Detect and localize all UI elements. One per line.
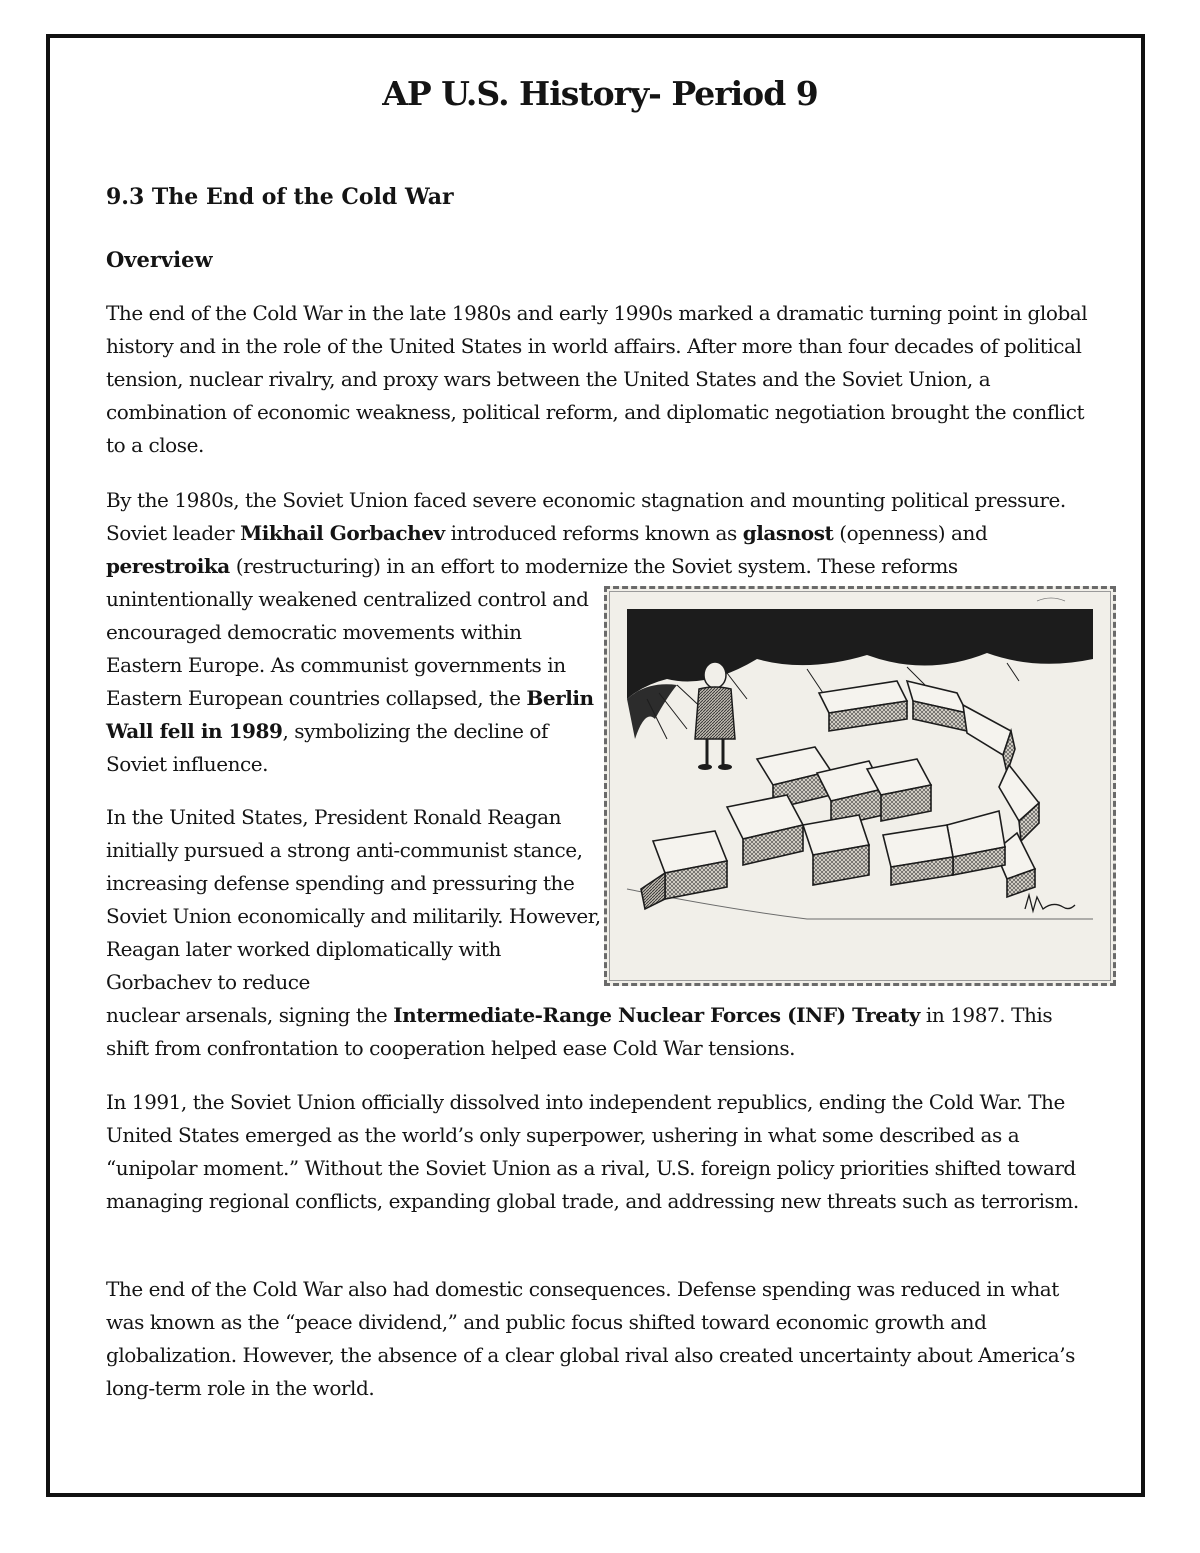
section-heading: 9.3 The End of the Cold War: [106, 184, 454, 210]
text-run: introduced reforms known as: [444, 521, 743, 545]
text-run: By the 1980s, the Soviet Union faced severe economic stagnation and mounting political pressure. Soviet leader: [106, 488, 1066, 545]
paragraph-overview: The end of the Cold War in the late 1980s and early 1990s marked a dramatic turning point in global history and in the role of the United States in world affairs. After more than four decades of political tension, nuclear rivalry, and proxy wars between the United States and the Soviet Union, a combination of economic weakness, political reform, and diplomatic negotiation brought the conflict to a close.: [106, 301, 1088, 457]
wrapped-text: [106, 583, 601, 781]
text-run: (openness) and: [833, 521, 988, 545]
text-run: in 1987. This shift from confrontation to cooperation helped ease Cold War tensions.: [106, 1003, 1053, 1060]
cartoon-illustration: [607, 589, 1113, 983]
text-run: (restructuring) in an effort to modernize the Soviet system. These reforms: [229, 554, 958, 578]
term-glasnost: glasnost: [742, 521, 834, 545]
text-run: , symbolizing the decline of Soviet influence.: [106, 719, 548, 776]
term-gorbachev: Mikhail Gorbachev: [240, 521, 445, 545]
term-perestroika: perestroika: [106, 554, 230, 578]
political-cartoon: [604, 586, 1116, 986]
overview-heading: Overview: [106, 247, 213, 272]
paragraph-soviet-dissolution: In 1991, the Soviet Union officially dissolved into independent republics, ending the Cold War. The United States emerged as the world’s only superpower, ushering in what some described as a “unipolar moment.” Without the Soviet Union as a rival, U.S. foreign policy priorities shifted toward managing regional conflicts, expanding global trade, and addressing new threats such as terrorism.: [106, 1090, 1079, 1213]
page-title: AP U.S. History- Period 9: [382, 74, 818, 113]
wrapped-text: In the United States, President Ronald Reagan initially pursued a strong anti-communist stance, increasing defense spending and pressuring the Soviet Union economically and militarily. However, Reagan later worked diplomatically with Gorbachev to reduce: [106, 805, 601, 994]
text-run: nuclear arsenals, signing the: [106, 1003, 394, 1027]
paragraph-domestic-consequences: The end of the Cold War also had domestic consequences. Defense spending was reduced in what was known as the “peace dividend,” and public focus shifted toward economic growth and globalization. However, the absence of a clear global rival also created uncertainty about America’s long-term role in the world.: [106, 1277, 1075, 1400]
text-run: unintentionally weakened centralized control and encouraged democratic movements within Eastern Europe. As communist governments in Eastern European countries collapsed, the: [106, 587, 589, 710]
term-berlin-wall: Berlin Wall fell in 1989: [106, 686, 594, 743]
term-inf-treaty: Intermediate-Range Nuclear Forces (INF) Treaty: [393, 1003, 920, 1027]
